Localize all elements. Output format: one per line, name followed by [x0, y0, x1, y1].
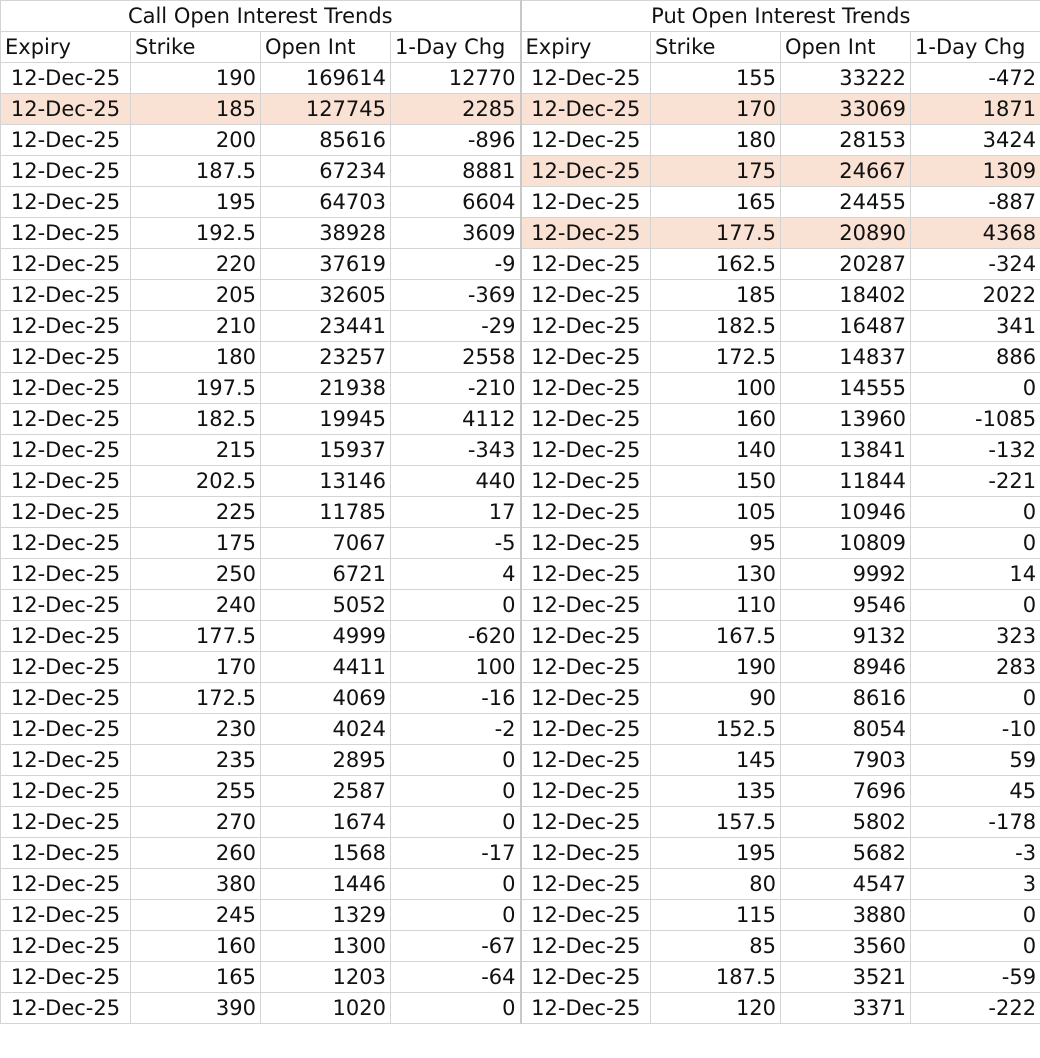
call-expiry-cell[interactable]: 12-Dec-25 — [1, 466, 131, 497]
table-row — [1, 218, 1040, 249]
call-expiry-cell[interactable]: 12-Dec-25 — [1, 869, 131, 900]
put-strike-cell[interactable]: 150 — [651, 466, 781, 497]
put-day-change-cell[interactable]: -3 — [911, 838, 1040, 869]
table-row — [1, 838, 1040, 869]
put-day-change-cell[interactable]: 2022 — [911, 280, 1040, 311]
put-expiry-cell[interactable]: 12-Dec-25 — [521, 745, 651, 776]
call-day-change-cell[interactable]: 6604 — [391, 187, 521, 218]
call-day-change-cell[interactable]: 0 — [391, 745, 521, 776]
call-strike-cell[interactable]: 215 — [131, 435, 261, 466]
put-expiry-cell[interactable]: 12-Dec-25 — [521, 187, 651, 218]
call-strike-cell[interactable]: 205 — [131, 280, 261, 311]
call-expiry-cell[interactable]: 12-Dec-25 — [1, 404, 131, 435]
put-day-change-cell[interactable]: -324 — [911, 249, 1040, 280]
put-open-int-cell[interactable]: 24667 — [781, 156, 911, 187]
call-header-expiry[interactable]: Expiry — [1, 32, 131, 63]
call-day-change-cell[interactable]: -29 — [391, 311, 521, 342]
call-day-change-cell[interactable]: -67 — [391, 931, 521, 962]
call-open-int-cell[interactable]: 2895 — [261, 745, 391, 776]
put-open-int-cell[interactable]: 5682 — [781, 838, 911, 869]
put-day-change-cell[interactable]: 1309 — [911, 156, 1040, 187]
call-day-change-cell[interactable]: 0 — [391, 590, 521, 621]
call-day-change-cell[interactable]: -343 — [391, 435, 521, 466]
call-expiry-cell[interactable]: 12-Dec-25 — [1, 311, 131, 342]
call-day-change-cell[interactable]: 0 — [391, 869, 521, 900]
put-day-change-cell[interactable]: 341 — [911, 311, 1040, 342]
put-strike-cell[interactable]: 160 — [651, 404, 781, 435]
call-day-change-cell[interactable]: 0 — [391, 993, 521, 1024]
put-expiry-cell[interactable]: 12-Dec-25 — [521, 528, 651, 559]
call-open-int-cell[interactable]: 21938 — [261, 373, 391, 404]
call-day-change-cell[interactable]: 440 — [391, 466, 521, 497]
call-strike-cell[interactable]: 390 — [131, 993, 261, 1024]
put-day-change-cell[interactable]: -887 — [911, 187, 1040, 218]
call-open-int-cell[interactable]: 4069 — [261, 683, 391, 714]
table-row — [1, 683, 1040, 714]
put-day-change-cell[interactable]: 0 — [911, 373, 1040, 404]
put-expiry-cell[interactable]: 12-Dec-25 — [521, 435, 651, 466]
call-expiry-cell[interactable]: 12-Dec-25 — [1, 776, 131, 807]
call-expiry-cell[interactable]: 12-Dec-25 — [1, 156, 131, 187]
call-day-change-cell[interactable]: -64 — [391, 962, 521, 993]
call-expiry-cell[interactable]: 12-Dec-25 — [1, 621, 131, 652]
put-open-int-cell[interactable]: 10809 — [781, 528, 911, 559]
call-strike-cell[interactable]: 187.5 — [131, 156, 261, 187]
call-header-1-day-chg[interactable]: 1-Day Chg — [391, 32, 521, 63]
call-expiry-cell[interactable]: 12-Dec-25 — [1, 652, 131, 683]
table-row — [1, 900, 1040, 931]
put-strike-cell[interactable]: 155 — [651, 63, 781, 94]
put-expiry-cell[interactable]: 12-Dec-25 — [521, 342, 651, 373]
call-open-int-cell[interactable]: 1020 — [261, 993, 391, 1024]
call-expiry-cell[interactable]: 12-Dec-25 — [1, 559, 131, 590]
put-open-int-cell[interactable]: 9546 — [781, 590, 911, 621]
put-open-int-cell[interactable]: 9992 — [781, 559, 911, 590]
table-row — [1, 280, 1040, 311]
put-open-int-cell[interactable]: 24455 — [781, 187, 911, 218]
put-expiry-cell[interactable]: 12-Dec-25 — [521, 559, 651, 590]
call-open-int-cell[interactable]: 67234 — [261, 156, 391, 187]
put-expiry-cell[interactable]: 12-Dec-25 — [521, 993, 651, 1024]
put-strike-cell[interactable]: 187.5 — [651, 962, 781, 993]
call-expiry-cell[interactable]: 12-Dec-25 — [1, 63, 131, 94]
call-strike-cell[interactable]: 240 — [131, 590, 261, 621]
put-strike-cell[interactable]: 165 — [651, 187, 781, 218]
call-strike-cell[interactable]: 230 — [131, 714, 261, 745]
call-expiry-cell[interactable]: 12-Dec-25 — [1, 249, 131, 280]
put-open-int-cell[interactable]: 8054 — [781, 714, 911, 745]
put-open-int-cell[interactable]: 10946 — [781, 497, 911, 528]
put-open-int-cell[interactable]: 20890 — [781, 218, 911, 249]
call-strike-cell[interactable]: 200 — [131, 125, 261, 156]
call-open-int-cell[interactable]: 5052 — [261, 590, 391, 621]
put-expiry-cell[interactable]: 12-Dec-25 — [521, 373, 651, 404]
call-strike-cell[interactable]: 220 — [131, 249, 261, 280]
put-expiry-cell[interactable]: 12-Dec-25 — [521, 156, 651, 187]
put-day-change-cell[interactable]: 0 — [911, 497, 1040, 528]
call-expiry-cell[interactable]: 12-Dec-25 — [1, 807, 131, 838]
call-strike-cell[interactable]: 245 — [131, 900, 261, 931]
put-expiry-cell[interactable]: 12-Dec-25 — [521, 838, 651, 869]
put-open-int-cell[interactable]: 18402 — [781, 280, 911, 311]
call-strike-cell[interactable]: 172.5 — [131, 683, 261, 714]
call-day-change-cell[interactable]: -16 — [391, 683, 521, 714]
put-day-change-cell[interactable]: 0 — [911, 528, 1040, 559]
call-strike-cell[interactable]: 160 — [131, 931, 261, 962]
put-day-change-cell[interactable]: 1871 — [911, 94, 1040, 125]
call-expiry-cell[interactable]: 12-Dec-25 — [1, 590, 131, 621]
put-day-change-cell[interactable]: -472 — [911, 63, 1040, 94]
put-strike-cell[interactable]: 85 — [651, 931, 781, 962]
call-day-change-cell[interactable]: 3609 — [391, 218, 521, 249]
table-row — [1, 993, 1040, 1024]
call-expiry-cell[interactable]: 12-Dec-25 — [1, 962, 131, 993]
call-day-change-cell[interactable]: 0 — [391, 776, 521, 807]
put-open-int-cell[interactable]: 3371 — [781, 993, 911, 1024]
call-open-int-cell[interactable]: 1568 — [261, 838, 391, 869]
call-day-change-cell[interactable]: 2285 — [391, 94, 521, 125]
call-strike-cell[interactable]: 170 — [131, 652, 261, 683]
put-day-change-cell[interactable]: -59 — [911, 962, 1040, 993]
put-day-change-cell[interactable]: 886 — [911, 342, 1040, 373]
table-row — [1, 931, 1040, 962]
call-open-int-cell[interactable]: 85616 — [261, 125, 391, 156]
put-expiry-cell[interactable]: 12-Dec-25 — [521, 404, 651, 435]
call-open-int-cell[interactable]: 1300 — [261, 931, 391, 962]
table-row — [1, 63, 1040, 94]
call-strike-cell[interactable]: 260 — [131, 838, 261, 869]
call-expiry-cell[interactable]: 12-Dec-25 — [1, 683, 131, 714]
put-open-int-cell[interactable]: 8616 — [781, 683, 911, 714]
put-strike-cell[interactable]: 100 — [651, 373, 781, 404]
put-day-change-cell[interactable]: 59 — [911, 745, 1040, 776]
call-open-int-cell[interactable]: 4024 — [261, 714, 391, 745]
put-expiry-cell[interactable]: 12-Dec-25 — [521, 900, 651, 931]
put-strike-cell[interactable]: 145 — [651, 745, 781, 776]
put-header-expiry[interactable]: Expiry — [521, 32, 651, 63]
call-strike-cell[interactable]: 225 — [131, 497, 261, 528]
put-open-int-cell[interactable]: 7903 — [781, 745, 911, 776]
call-open-int-cell[interactable]: 7067 — [261, 528, 391, 559]
put-strike-cell[interactable]: 182.5 — [651, 311, 781, 342]
put-expiry-cell[interactable]: 12-Dec-25 — [521, 869, 651, 900]
call-day-change-cell[interactable]: 4 — [391, 559, 521, 590]
put-expiry-cell[interactable]: 12-Dec-25 — [521, 683, 651, 714]
put-expiry-cell[interactable]: 12-Dec-25 — [521, 218, 651, 249]
call-open-int-cell[interactable]: 23441 — [261, 311, 391, 342]
call-section-title[interactable]: Call Open Interest Trends — [1, 1, 521, 32]
call-day-change-cell[interactable]: -5 — [391, 528, 521, 559]
call-open-int-cell[interactable]: 1446 — [261, 869, 391, 900]
table-row — [1, 869, 1040, 900]
call-day-change-cell[interactable]: -896 — [391, 125, 521, 156]
put-day-change-cell[interactable]: -10 — [911, 714, 1040, 745]
call-strike-cell[interactable]: 180 — [131, 342, 261, 373]
call-expiry-cell[interactable]: 12-Dec-25 — [1, 497, 131, 528]
table-row — [1, 342, 1040, 373]
call-strike-cell[interactable]: 255 — [131, 776, 261, 807]
call-day-change-cell[interactable]: 8881 — [391, 156, 521, 187]
put-open-int-cell[interactable]: 28153 — [781, 125, 911, 156]
call-strike-cell[interactable]: 165 — [131, 962, 261, 993]
put-day-change-cell[interactable]: -221 — [911, 466, 1040, 497]
call-open-int-cell[interactable]: 37619 — [261, 249, 391, 280]
put-open-int-cell[interactable]: 33069 — [781, 94, 911, 125]
put-strike-cell[interactable]: 110 — [651, 590, 781, 621]
call-day-change-cell[interactable]: 2558 — [391, 342, 521, 373]
put-expiry-cell[interactable]: 12-Dec-25 — [521, 714, 651, 745]
put-strike-cell[interactable]: 140 — [651, 435, 781, 466]
call-day-change-cell[interactable]: 100 — [391, 652, 521, 683]
put-strike-cell[interactable]: 157.5 — [651, 807, 781, 838]
table-row — [1, 559, 1040, 590]
call-day-change-cell[interactable]: 17 — [391, 497, 521, 528]
call-open-int-cell[interactable]: 2587 — [261, 776, 391, 807]
call-strike-cell[interactable]: 182.5 — [131, 404, 261, 435]
table-row — [1, 962, 1040, 993]
put-expiry-cell[interactable]: 12-Dec-25 — [521, 962, 651, 993]
table-row — [1, 94, 1040, 125]
call-strike-cell[interactable]: 380 — [131, 869, 261, 900]
put-expiry-cell[interactable]: 12-Dec-25 — [521, 590, 651, 621]
call-day-change-cell[interactable]: 12770 — [391, 63, 521, 94]
put-strike-cell[interactable]: 80 — [651, 869, 781, 900]
put-strike-cell[interactable]: 120 — [651, 993, 781, 1024]
table-row — [1, 435, 1040, 466]
put-open-int-cell[interactable]: 13960 — [781, 404, 911, 435]
call-open-int-cell[interactable]: 32605 — [261, 280, 391, 311]
call-expiry-cell[interactable]: 12-Dec-25 — [1, 435, 131, 466]
put-day-change-cell[interactable]: -132 — [911, 435, 1040, 466]
call-strike-cell[interactable]: 190 — [131, 63, 261, 94]
call-open-int-cell[interactable]: 4411 — [261, 652, 391, 683]
put-header-1-day-chg[interactable]: 1-Day Chg — [911, 32, 1040, 63]
call-open-int-cell[interactable]: 1203 — [261, 962, 391, 993]
put-expiry-cell[interactable]: 12-Dec-25 — [521, 249, 651, 280]
put-open-int-cell[interactable]: 13841 — [781, 435, 911, 466]
table-row — [1, 249, 1040, 280]
call-expiry-cell[interactable]: 12-Dec-25 — [1, 187, 131, 218]
call-expiry-cell[interactable]: 12-Dec-25 — [1, 714, 131, 745]
call-open-int-cell[interactable]: 23257 — [261, 342, 391, 373]
put-expiry-cell[interactable]: 12-Dec-25 — [521, 94, 651, 125]
put-day-change-cell[interactable]: 0 — [911, 900, 1040, 931]
put-expiry-cell[interactable]: 12-Dec-25 — [521, 63, 651, 94]
call-expiry-cell[interactable]: 12-Dec-25 — [1, 125, 131, 156]
put-strike-cell[interactable]: 177.5 — [651, 218, 781, 249]
put-open-int-cell[interactable]: 33222 — [781, 63, 911, 94]
call-strike-cell[interactable]: 195 — [131, 187, 261, 218]
call-expiry-cell[interactable]: 12-Dec-25 — [1, 838, 131, 869]
put-open-int-cell[interactable]: 3560 — [781, 931, 911, 962]
call-day-change-cell[interactable]: 0 — [391, 807, 521, 838]
put-open-int-cell[interactable]: 14837 — [781, 342, 911, 373]
put-day-change-cell[interactable]: 0 — [911, 590, 1040, 621]
put-strike-cell[interactable]: 90 — [651, 683, 781, 714]
put-expiry-cell[interactable]: 12-Dec-25 — [521, 652, 651, 683]
call-expiry-cell[interactable]: 12-Dec-25 — [1, 373, 131, 404]
table-row — [1, 528, 1040, 559]
call-day-change-cell[interactable]: 4112 — [391, 404, 521, 435]
call-strike-cell[interactable]: 270 — [131, 807, 261, 838]
put-open-int-cell[interactable]: 20287 — [781, 249, 911, 280]
put-day-change-cell[interactable]: 4368 — [911, 218, 1040, 249]
put-header-strike[interactable]: Strike — [651, 32, 781, 63]
put-day-change-cell[interactable]: 0 — [911, 683, 1040, 714]
call-expiry-cell[interactable]: 12-Dec-25 — [1, 931, 131, 962]
put-expiry-cell[interactable]: 12-Dec-25 — [521, 466, 651, 497]
table-row — [1, 373, 1040, 404]
table-row — [1, 621, 1040, 652]
table-row — [1, 652, 1040, 683]
call-strike-cell[interactable]: 185 — [131, 94, 261, 125]
call-day-change-cell[interactable]: 0 — [391, 900, 521, 931]
table-row — [1, 156, 1040, 187]
call-expiry-cell[interactable]: 12-Dec-25 — [1, 528, 131, 559]
put-open-int-cell[interactable]: 11844 — [781, 466, 911, 497]
put-day-change-cell[interactable]: 14 — [911, 559, 1040, 590]
put-strike-cell[interactable]: 135 — [651, 776, 781, 807]
put-day-change-cell[interactable]: 323 — [911, 621, 1040, 652]
call-strike-cell[interactable]: 192.5 — [131, 218, 261, 249]
put-day-change-cell[interactable]: 283 — [911, 652, 1040, 683]
call-strike-cell[interactable]: 177.5 — [131, 621, 261, 652]
call-open-int-cell[interactable]: 38928 — [261, 218, 391, 249]
table-row — [1, 311, 1040, 342]
call-open-int-cell[interactable]: 4999 — [261, 621, 391, 652]
put-expiry-cell[interactable]: 12-Dec-25 — [521, 280, 651, 311]
call-day-change-cell[interactable]: -9 — [391, 249, 521, 280]
call-open-int-cell[interactable]: 6721 — [261, 559, 391, 590]
put-open-int-cell[interactable]: 5802 — [781, 807, 911, 838]
put-strike-cell[interactable]: 180 — [651, 125, 781, 156]
put-day-change-cell[interactable]: -1085 — [911, 404, 1040, 435]
put-strike-cell[interactable]: 115 — [651, 900, 781, 931]
call-strike-cell[interactable]: 250 — [131, 559, 261, 590]
call-expiry-cell[interactable]: 12-Dec-25 — [1, 342, 131, 373]
put-strike-cell[interactable]: 162.5 — [651, 249, 781, 280]
call-strike-cell[interactable]: 197.5 — [131, 373, 261, 404]
put-strike-cell[interactable]: 172.5 — [651, 342, 781, 373]
call-expiry-cell[interactable]: 12-Dec-25 — [1, 218, 131, 249]
call-open-int-cell[interactable]: 13146 — [261, 466, 391, 497]
call-expiry-cell[interactable]: 12-Dec-25 — [1, 280, 131, 311]
call-expiry-cell[interactable]: 12-Dec-25 — [1, 94, 131, 125]
table-row — [1, 745, 1040, 776]
table-row — [1, 466, 1040, 497]
table-row — [1, 125, 1040, 156]
call-day-change-cell[interactable]: -2 — [391, 714, 521, 745]
put-strike-cell[interactable]: 195 — [651, 838, 781, 869]
call-strike-cell[interactable]: 210 — [131, 311, 261, 342]
put-open-int-cell[interactable]: 3880 — [781, 900, 911, 931]
call-expiry-cell[interactable]: 12-Dec-25 — [1, 993, 131, 1024]
call-header-open-int[interactable]: Open Int — [261, 32, 391, 63]
call-open-int-cell[interactable]: 1329 — [261, 900, 391, 931]
put-expiry-cell[interactable]: 12-Dec-25 — [521, 931, 651, 962]
put-open-int-cell[interactable]: 8946 — [781, 652, 911, 683]
put-day-change-cell[interactable]: 0 — [911, 931, 1040, 962]
table-row — [1, 404, 1040, 435]
put-expiry-cell[interactable]: 12-Dec-25 — [521, 621, 651, 652]
put-day-change-cell[interactable]: -178 — [911, 807, 1040, 838]
table-row — [1, 590, 1040, 621]
table-row — [1, 497, 1040, 528]
call-strike-cell[interactable]: 202.5 — [131, 466, 261, 497]
put-open-int-cell[interactable]: 7696 — [781, 776, 911, 807]
put-day-change-cell[interactable]: -222 — [911, 993, 1040, 1024]
put-expiry-cell[interactable]: 12-Dec-25 — [521, 497, 651, 528]
table-row — [1, 187, 1040, 218]
put-strike-cell[interactable]: 95 — [651, 528, 781, 559]
put-day-change-cell[interactable]: 45 — [911, 776, 1040, 807]
put-strike-cell[interactable]: 170 — [651, 94, 781, 125]
put-strike-cell[interactable]: 130 — [651, 559, 781, 590]
call-day-change-cell[interactable]: -620 — [391, 621, 521, 652]
put-strike-cell[interactable]: 105 — [651, 497, 781, 528]
call-strike-cell[interactable]: 235 — [131, 745, 261, 776]
call-open-int-cell[interactable]: 11785 — [261, 497, 391, 528]
header-row — [1, 32, 1040, 63]
call-open-int-cell[interactable]: 169614 — [261, 63, 391, 94]
call-day-change-cell[interactable]: -17 — [391, 838, 521, 869]
call-open-int-cell[interactable]: 19945 — [261, 404, 391, 435]
call-expiry-cell[interactable]: 12-Dec-25 — [1, 900, 131, 931]
put-expiry-cell[interactable]: 12-Dec-25 — [521, 807, 651, 838]
call-expiry-cell[interactable]: 12-Dec-25 — [1, 745, 131, 776]
call-header-strike[interactable]: Strike — [131, 32, 261, 63]
put-open-int-cell[interactable]: 4547 — [781, 869, 911, 900]
table-row — [1, 776, 1040, 807]
put-expiry-cell[interactable]: 12-Dec-25 — [521, 776, 651, 807]
put-expiry-cell[interactable]: 12-Dec-25 — [521, 125, 651, 156]
call-open-int-cell[interactable]: 1674 — [261, 807, 391, 838]
call-open-int-cell[interactable]: 64703 — [261, 187, 391, 218]
put-strike-cell[interactable]: 190 — [651, 652, 781, 683]
put-day-change-cell[interactable]: 3 — [911, 869, 1040, 900]
table-row — [1, 807, 1040, 838]
put-expiry-cell[interactable]: 12-Dec-25 — [521, 311, 651, 342]
title-row — [1, 1, 1040, 32]
put-open-int-cell[interactable]: 16487 — [781, 311, 911, 342]
call-day-change-cell[interactable]: -210 — [391, 373, 521, 404]
put-strike-cell[interactable]: 175 — [651, 156, 781, 187]
call-open-int-cell[interactable]: 127745 — [261, 94, 391, 125]
put-open-int-cell[interactable]: 3521 — [781, 962, 911, 993]
put-strike-cell[interactable]: 167.5 — [651, 621, 781, 652]
put-open-int-cell[interactable]: 9132 — [781, 621, 911, 652]
call-day-change-cell[interactable]: -369 — [391, 280, 521, 311]
put-strike-cell[interactable]: 152.5 — [651, 714, 781, 745]
put-header-open-int[interactable]: Open Int — [781, 32, 911, 63]
table-row — [1, 714, 1040, 745]
put-section-title[interactable]: Put Open Interest Trends — [521, 1, 1040, 32]
put-day-change-cell[interactable]: 3424 — [911, 125, 1040, 156]
call-strike-cell[interactable]: 175 — [131, 528, 261, 559]
put-open-int-cell[interactable]: 14555 — [781, 373, 911, 404]
put-strike-cell[interactable]: 185 — [651, 280, 781, 311]
call-open-int-cell[interactable]: 15937 — [261, 435, 391, 466]
